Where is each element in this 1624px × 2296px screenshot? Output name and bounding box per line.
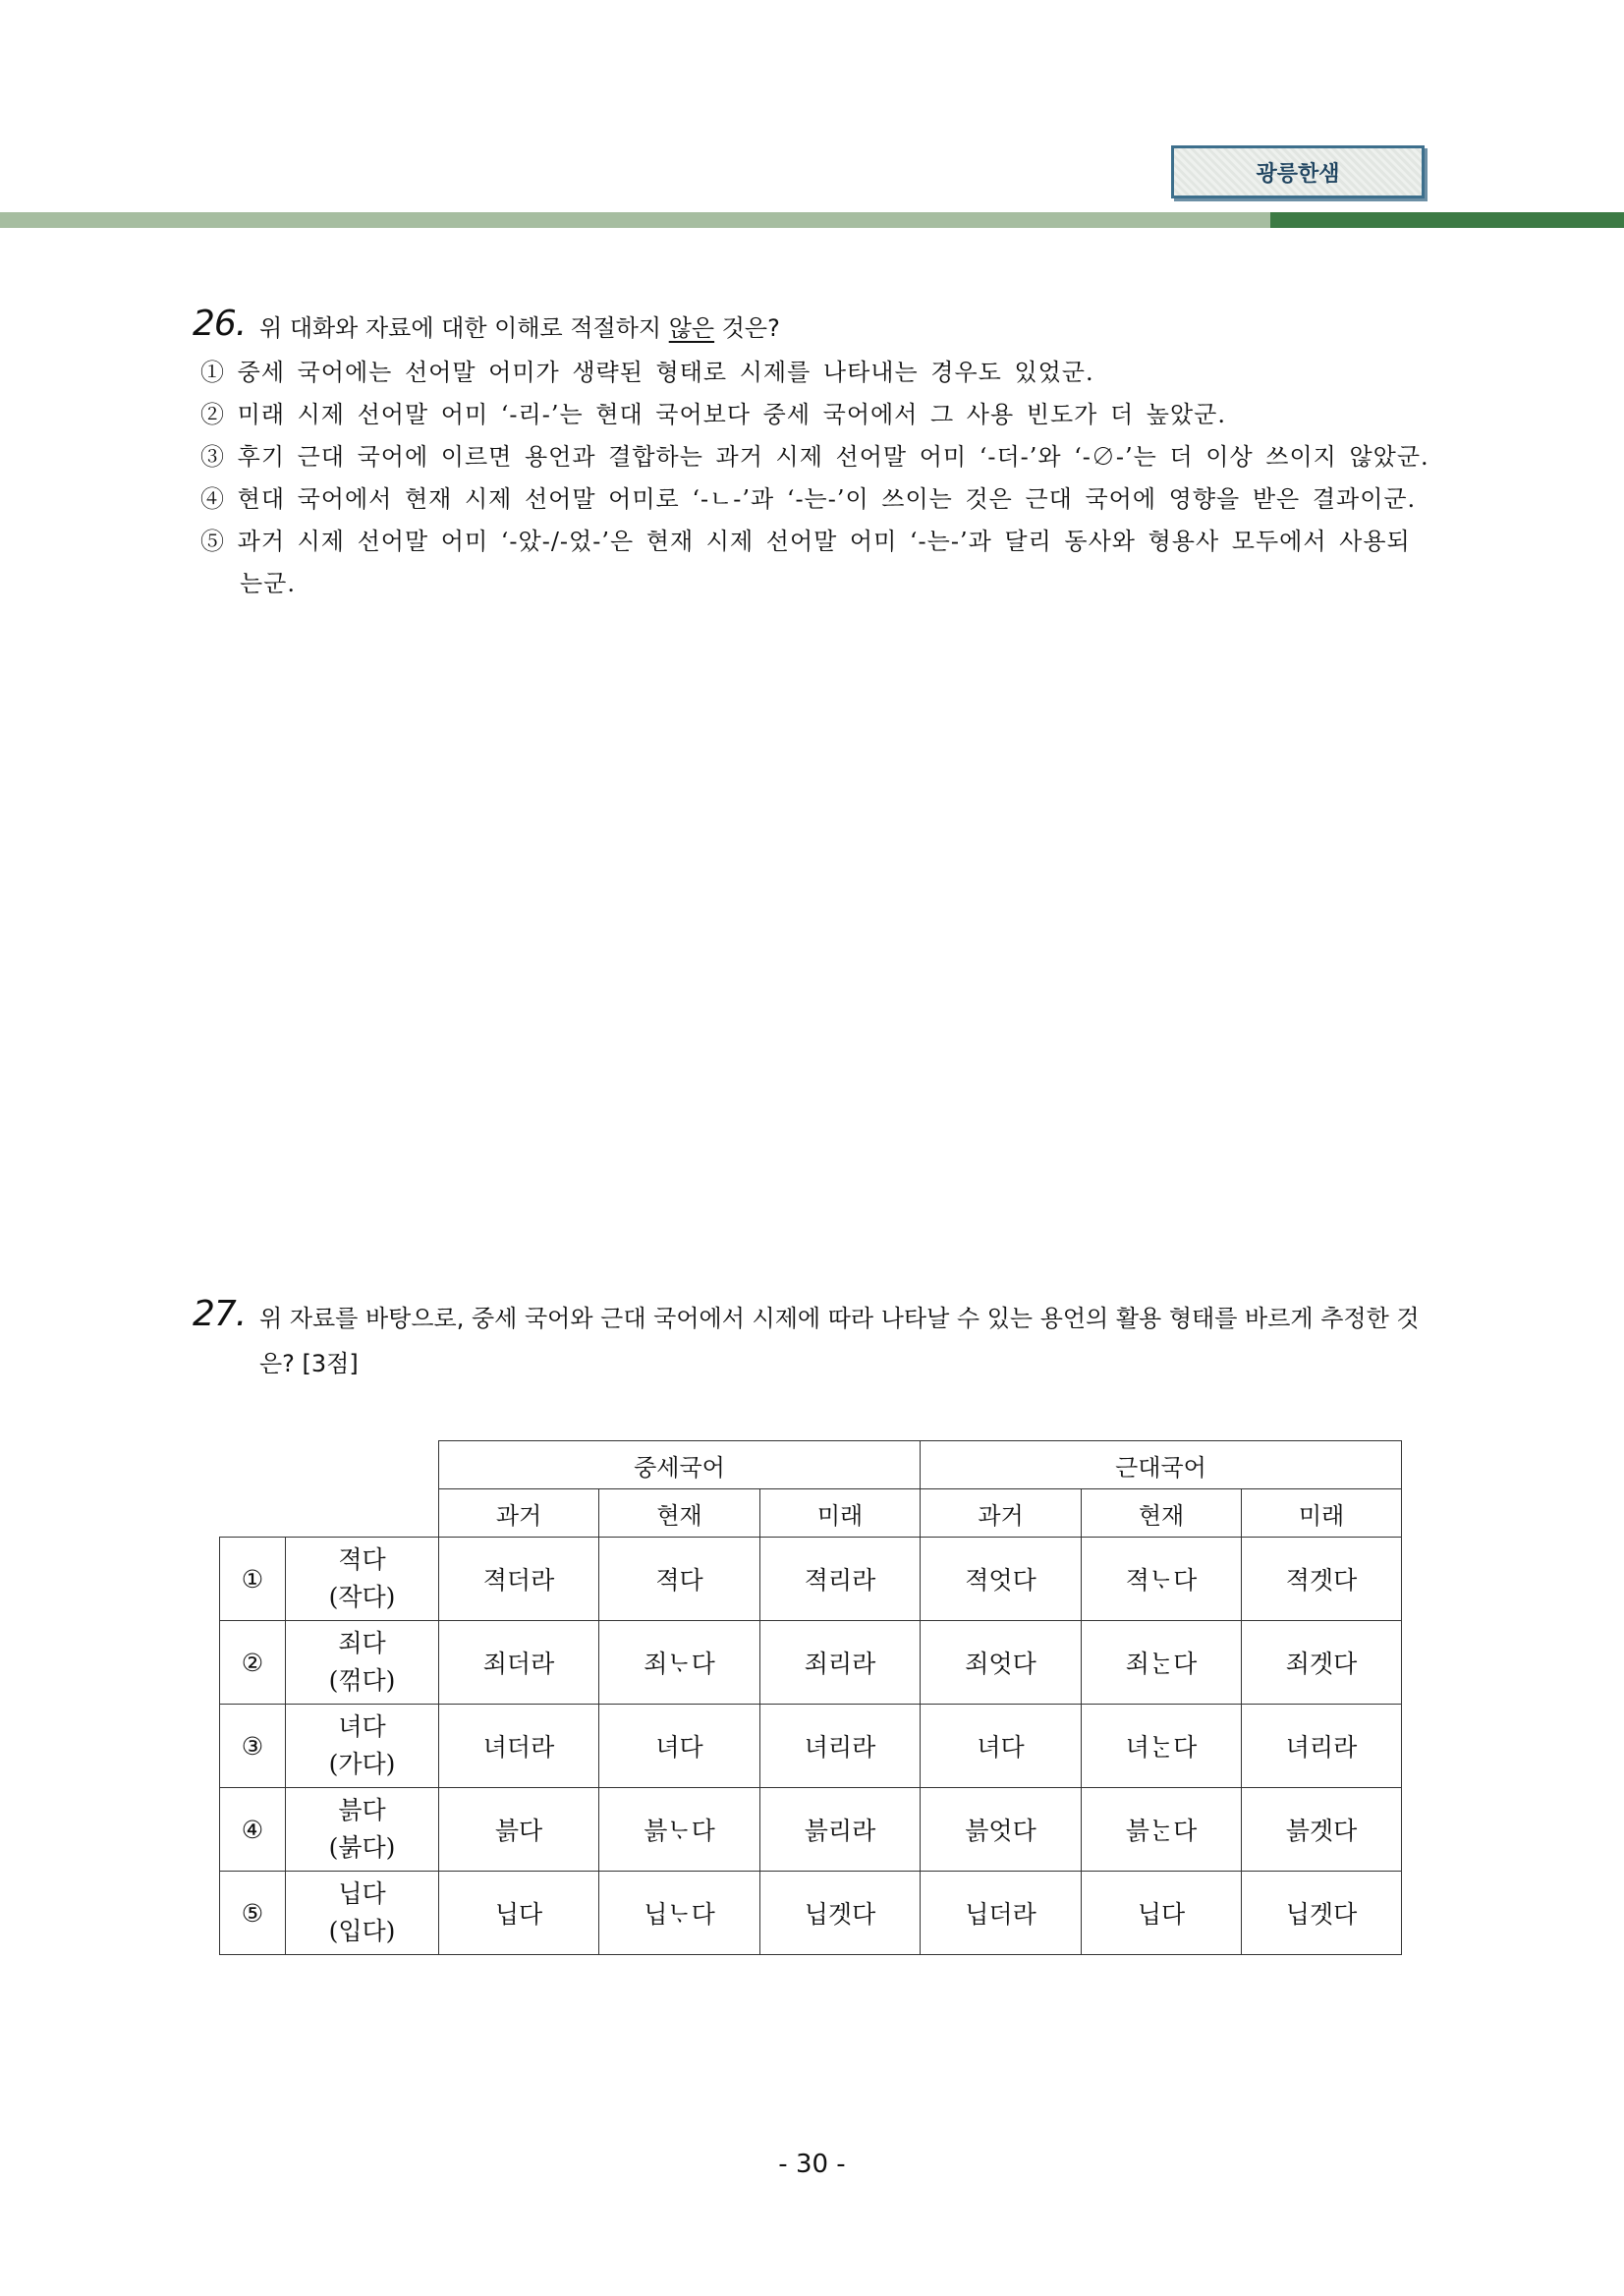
form-cell: 녀리라	[1242, 1705, 1402, 1788]
verb-cell	[286, 1621, 439, 1705]
form-cell: 닙다	[439, 1872, 599, 1955]
form-cell: 젹다	[599, 1538, 760, 1621]
table-row	[220, 1538, 1402, 1621]
table-row	[220, 1621, 1402, 1705]
verb-gloss: (꺾다)	[328, 1666, 396, 1695]
question-27	[193, 1296, 1430, 1386]
form-cell: 녀다	[599, 1705, 760, 1788]
question-number: 27.	[193, 1294, 247, 1334]
form-cell: 닙더라	[921, 1872, 1082, 1955]
choice-3: ③ 후기 근대 국어에 이르면 용언과 결합하는 과거 시제 선어말 어미 ‘-더-’와 ‘-∅-’는 더 이상 쓰이지 않았군.	[200, 443, 1429, 471]
page-number: - 30 -	[778, 2150, 846, 2179]
verb: 븕다	[338, 1796, 386, 1824]
verb-gloss: (붉다)	[328, 1833, 396, 1862]
form-cell: 죄ᄂᆞᆫ다	[1082, 1621, 1242, 1705]
header-band-dark	[1270, 212, 1624, 228]
form-cell: 븕리라	[760, 1788, 921, 1872]
form-cell: 죄더라	[439, 1621, 599, 1705]
stem-emphasis: 않은	[668, 314, 715, 342]
verb-gloss: (입다)	[328, 1917, 396, 1945]
row-number: ③	[220, 1705, 286, 1788]
header-band-light	[0, 212, 1270, 228]
conjugation-table	[219, 1440, 1402, 1955]
form-cell: 븕ᄂᆞᆫ다	[1082, 1788, 1242, 1872]
form-cell: 녀리라	[760, 1705, 921, 1788]
table-row	[220, 1872, 1402, 1955]
form-cell: 죄겟다	[1242, 1621, 1402, 1705]
choice-list	[193, 352, 1430, 605]
header-tense: 미래	[1242, 1489, 1402, 1538]
row-number: ④	[220, 1788, 286, 1872]
verb-gloss: (작다)	[328, 1583, 396, 1611]
header-tense: 현재	[599, 1489, 760, 1538]
verb: 죄다	[338, 1629, 386, 1657]
question-26	[193, 304, 1430, 605]
form-cell: 녀더라	[439, 1705, 599, 1788]
header-modern-korean: 근대국어	[921, 1441, 1402, 1489]
form-cell: 젹더라	[439, 1538, 599, 1621]
header-tense: 과거	[439, 1489, 599, 1538]
form-cell: 닙ᄂᆞ다	[599, 1872, 760, 1955]
verb-cell	[286, 1538, 439, 1621]
question-26-stem	[193, 304, 1430, 350]
table-corner	[220, 1441, 439, 1538]
form-cell: 닙겟다	[760, 1872, 921, 1955]
stem-text: 위 대화와 자료에 대한 이해로 적절하지	[259, 314, 669, 342]
header-tense: 과거	[921, 1489, 1082, 1538]
question-27-stem	[193, 1296, 1430, 1386]
verb-gloss: (가다)	[328, 1750, 396, 1778]
form-cell: 녀ᄂᆞᆫ다	[1082, 1705, 1242, 1788]
form-cell: 젹리라	[760, 1538, 921, 1621]
stem-text: 것은?	[714, 314, 780, 342]
form-cell: 닙겟다	[1242, 1872, 1402, 1955]
choice-1: ① 중세 국어에는 선어말 어미가 생략된 형태로 시제를 나타내는 경우도 있었군.	[200, 359, 1094, 386]
header-middle-korean: 중세국어	[439, 1441, 921, 1489]
choice-4: ④ 현대 국어에서 현재 시제 선어말 어미로 ‘-ㄴ-’과 ‘-는-’이 쓰이는 것은 근대 국어에 영향을 받은 결과이군.	[200, 485, 1417, 513]
form-cell: 븕다	[439, 1788, 599, 1872]
verb: 녀다	[338, 1712, 386, 1741]
form-cell: 닙다	[1082, 1872, 1242, 1955]
header-tense: 미래	[760, 1489, 921, 1538]
form-cell: 젹ᄂᆞ다	[1082, 1538, 1242, 1621]
question-number: 26.	[193, 304, 247, 344]
form-cell: 죄리라	[760, 1621, 921, 1705]
header-tense: 현재	[1082, 1489, 1242, 1538]
verb: 젹다	[338, 1545, 386, 1574]
choice-5: ⑤ 과거 시제 선어말 어미 ‘-았-/-었-’은 현재 시제 선어말 어미 ‘-는-’과 달리 동사와 형용사 모두에서 사용되는군.	[200, 528, 1411, 597]
form-cell: 젹엇다	[921, 1538, 1082, 1621]
form-cell: 븕엇다	[921, 1788, 1082, 1872]
verb: 닙다	[338, 1879, 386, 1908]
form-cell: 녀다	[921, 1705, 1082, 1788]
form-cell: 죄엇다	[921, 1621, 1082, 1705]
form-cell: 븕ᄂᆞ다	[599, 1788, 760, 1872]
form-cell: 븕겟다	[1242, 1788, 1402, 1872]
header-badge: 광릉한샘	[1171, 145, 1425, 198]
row-number: ⑤	[220, 1872, 286, 1955]
form-cell: 젹겟다	[1242, 1538, 1402, 1621]
row-number: ①	[220, 1538, 286, 1621]
choice-2: ② 미래 시제 선어말 어미 ‘-리-’는 현대 국어보다 중세 국어에서 그 사용 빈도가 더 높았군.	[200, 401, 1226, 428]
verb-cell	[286, 1705, 439, 1788]
stem-text: 위 자료를 바탕으로, 중세 국어와 근대 국어에서 시제에 따라 나타날 수 있는 용언의 활용 형태를 바르게 추정한 것은? [3점]	[259, 1305, 1420, 1377]
verb-cell	[286, 1788, 439, 1872]
table-row	[220, 1705, 1402, 1788]
row-number: ②	[220, 1621, 286, 1705]
table-row	[220, 1788, 1402, 1872]
form-cell: 죄ᄂᆞ다	[599, 1621, 760, 1705]
verb-cell	[286, 1872, 439, 1955]
